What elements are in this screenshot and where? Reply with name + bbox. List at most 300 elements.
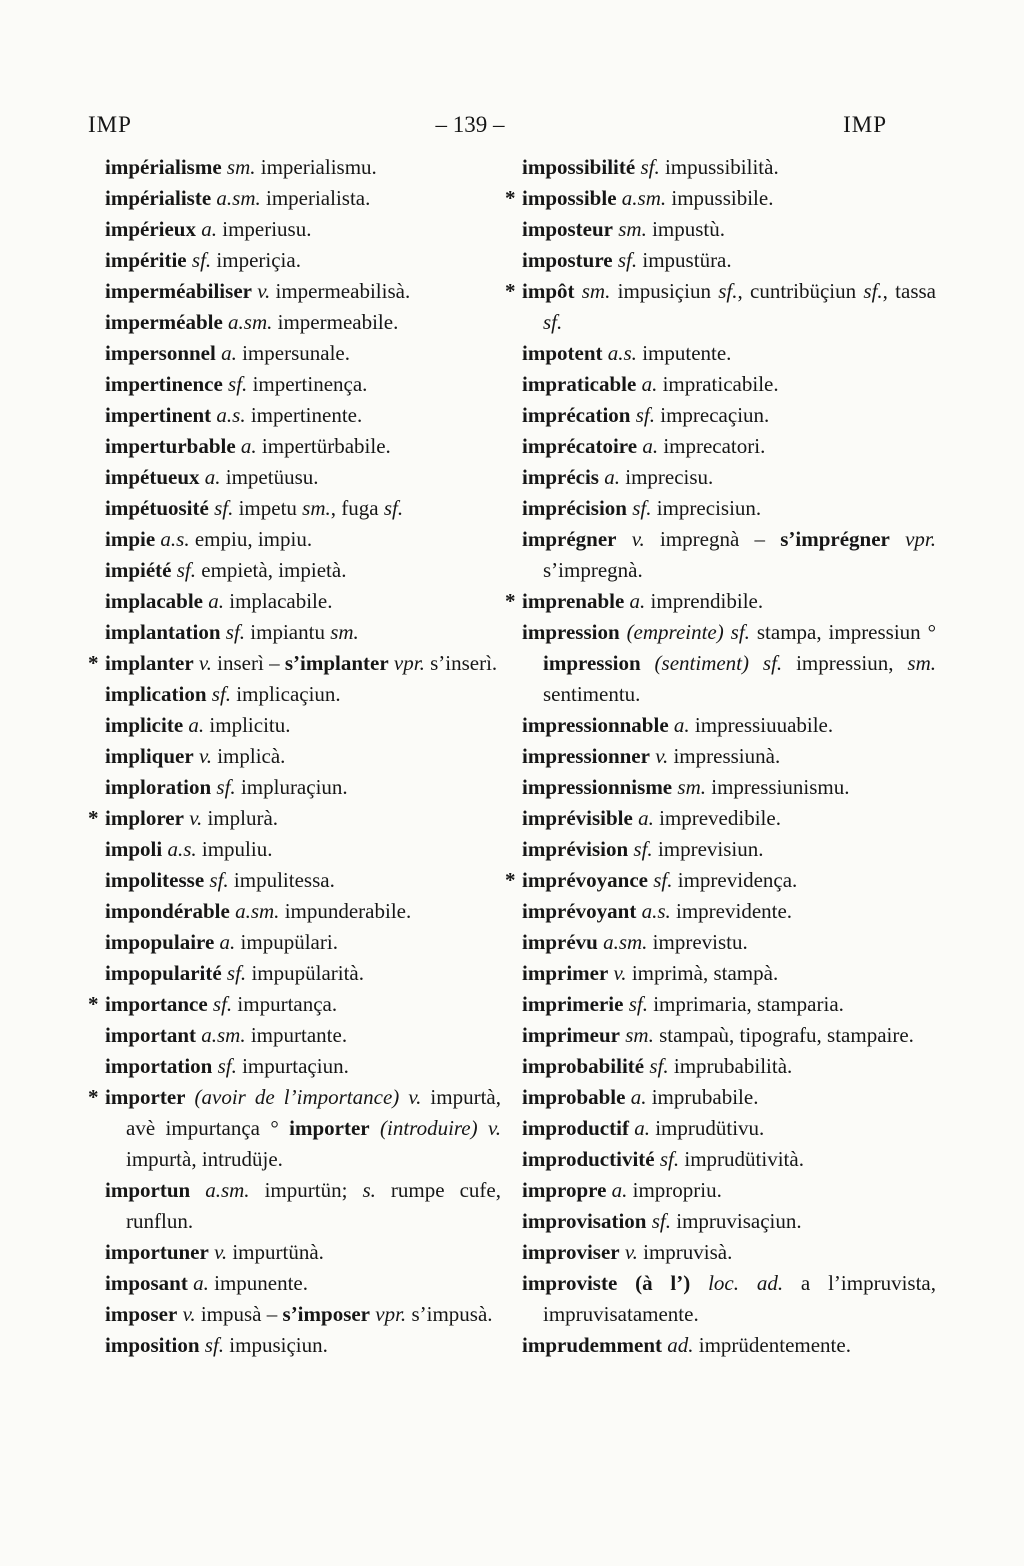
pos-label: sf. bbox=[221, 961, 247, 985]
translation-text: impurtà, avè impurtança ° bbox=[126, 1085, 501, 1140]
translation-text: impurtante. bbox=[245, 1023, 348, 1047]
dictionary-entry bbox=[88, 648, 501, 679]
translation-text: impulitessa. bbox=[228, 868, 335, 892]
headword: importance bbox=[105, 992, 208, 1016]
headword: implantation bbox=[105, 620, 221, 644]
translation-text: impropriu. bbox=[627, 1178, 722, 1202]
pos-label: s. bbox=[347, 1178, 376, 1202]
translation-text: implicaçiun. bbox=[231, 682, 341, 706]
dictionary-entry bbox=[88, 927, 501, 958]
dictionary-entry bbox=[505, 524, 936, 586]
dictionary-entry bbox=[505, 741, 936, 772]
dictionary-entry bbox=[505, 152, 936, 183]
headword: improductif bbox=[522, 1116, 629, 1140]
pos-label: (introduire) v. bbox=[369, 1116, 502, 1140]
pos-label: a. bbox=[637, 434, 659, 458]
headword: imprévoyant bbox=[522, 899, 637, 923]
pos-label: a. bbox=[668, 713, 690, 737]
translation-text: impusà – bbox=[195, 1302, 283, 1326]
translation-text: impertinente. bbox=[245, 403, 363, 427]
pos-label: sf. bbox=[628, 837, 653, 861]
dictionary-entry bbox=[88, 400, 501, 431]
translation-text: imprimaria, stamparia. bbox=[647, 992, 844, 1016]
dictionary-entry bbox=[505, 493, 936, 524]
pos-label: sf. bbox=[171, 558, 196, 582]
translation-text: implicitu. bbox=[204, 713, 291, 737]
pos-label: a.sm. bbox=[229, 899, 280, 923]
headword: impolitesse bbox=[105, 868, 205, 892]
translation-text: imprevisiun. bbox=[652, 837, 764, 861]
headword: imprécision bbox=[522, 496, 627, 520]
translation-text: stampa, impressiun ° bbox=[749, 620, 937, 644]
pos-label: sm. bbox=[893, 651, 936, 675]
pos-label: a.sm. bbox=[222, 310, 273, 334]
pos-label: sf. bbox=[378, 496, 404, 520]
pos-label: a. bbox=[215, 341, 237, 365]
headword: improbabilité bbox=[522, 1054, 645, 1078]
dictionary-entry bbox=[505, 1237, 936, 1268]
pos-label: v. bbox=[193, 744, 212, 768]
headword: importation bbox=[105, 1054, 213, 1078]
dictionary-entry bbox=[505, 1082, 936, 1113]
translation-text: s’impregnà. bbox=[543, 558, 643, 582]
dictionary-entry bbox=[505, 958, 936, 989]
pos-label: sm. bbox=[574, 279, 611, 303]
star-marker: * bbox=[88, 806, 99, 830]
headword: imprégner bbox=[522, 527, 617, 551]
translation-text: impruvisà. bbox=[637, 1240, 733, 1264]
translation-text: , fuga bbox=[330, 496, 379, 520]
headword: improvisation bbox=[522, 1209, 647, 1233]
translation-text: inserì – bbox=[211, 651, 285, 675]
headword: imprenable bbox=[522, 589, 625, 613]
dictionary-entry bbox=[88, 555, 501, 586]
pos-label: sf. bbox=[623, 992, 648, 1016]
headword: improbable bbox=[522, 1085, 626, 1109]
pos-label: sf. bbox=[211, 775, 236, 799]
headword: impression bbox=[543, 651, 641, 675]
headword: importer bbox=[289, 1116, 370, 1140]
dictionary-entry bbox=[505, 1144, 936, 1175]
dictionary-entry bbox=[505, 431, 936, 462]
translation-text: impurtünà. bbox=[227, 1240, 324, 1264]
pos-label: a. bbox=[235, 434, 257, 458]
dictionary-entry bbox=[88, 276, 501, 307]
pos-label: a. bbox=[214, 930, 236, 954]
headword: imprimer bbox=[522, 961, 609, 985]
pos-label: sm. bbox=[324, 620, 359, 644]
pos-label: v. bbox=[649, 744, 669, 768]
dictionary-entry bbox=[88, 865, 501, 896]
headword: implicite bbox=[105, 713, 184, 737]
dictionary-entry bbox=[505, 927, 936, 958]
pos-label: sf. bbox=[186, 248, 212, 272]
pos-label: a. bbox=[203, 589, 224, 613]
dictionary-entry bbox=[88, 431, 501, 462]
translation-text: imprubabile. bbox=[646, 1085, 759, 1109]
translation-text: imperiusu. bbox=[216, 217, 312, 241]
headword: improductivité bbox=[522, 1147, 655, 1171]
headword: impopulaire bbox=[105, 930, 215, 954]
dictionary-entry bbox=[505, 338, 936, 369]
pos-label: sf. bbox=[646, 1209, 671, 1233]
headword: impérialiste bbox=[105, 186, 212, 210]
left-column bbox=[88, 152, 501, 1361]
headword: impertinent bbox=[105, 403, 212, 427]
dictionary-entry bbox=[505, 896, 936, 927]
pos-label: a. bbox=[598, 465, 620, 489]
pos-label: a.sm. bbox=[211, 186, 261, 210]
pos-label: sm. bbox=[619, 1023, 654, 1047]
pos-label: sf. bbox=[543, 310, 563, 334]
translation-text: impertürbabile. bbox=[256, 434, 391, 458]
headword: impersonnel bbox=[105, 341, 216, 365]
pos-label: a.sm. bbox=[190, 1178, 250, 1202]
headword: imperméable bbox=[105, 310, 223, 334]
dictionary-entry bbox=[505, 1268, 936, 1330]
pos-label: sf. bbox=[710, 279, 738, 303]
dictionary-entry bbox=[505, 803, 936, 834]
pos-label: sf. bbox=[212, 1054, 237, 1078]
pos-label: ad. bbox=[662, 1333, 694, 1357]
translation-text: impusiçiun bbox=[610, 279, 711, 303]
headword: implication bbox=[105, 682, 207, 706]
translation-text: implacabile. bbox=[224, 589, 333, 613]
headword: impossibilité bbox=[522, 155, 636, 179]
pos-label: sf. bbox=[654, 1147, 680, 1171]
pos-label: a. bbox=[183, 713, 205, 737]
headword: imprévoyance bbox=[522, 868, 648, 892]
pos-label: (avoir de l’importance) v. bbox=[185, 1085, 422, 1109]
star-marker: * bbox=[505, 186, 516, 210]
headword: impressionner bbox=[522, 744, 650, 768]
pos-label: sf. bbox=[199, 1333, 225, 1357]
page-number: – 139 – bbox=[435, 112, 505, 137]
headword: important bbox=[105, 1023, 196, 1047]
pos-label: v. bbox=[177, 1302, 196, 1326]
dictionary-entry bbox=[88, 183, 501, 214]
translation-text: imprevistu. bbox=[647, 930, 748, 954]
headword: imprécation bbox=[522, 403, 631, 427]
headword: impoli bbox=[105, 837, 163, 861]
dictionary-entry bbox=[88, 741, 501, 772]
headword: imposteur bbox=[522, 217, 613, 241]
translation-text: imprudütivu. bbox=[649, 1116, 765, 1140]
dictionary-entry bbox=[88, 152, 501, 183]
star-marker: * bbox=[505, 868, 516, 892]
dictionary-entry bbox=[505, 369, 936, 400]
headword: implacable bbox=[105, 589, 203, 613]
headword: impropre bbox=[522, 1178, 607, 1202]
dictionary-entry bbox=[88, 617, 501, 648]
dictionary-entry bbox=[505, 617, 936, 710]
star-marker: * bbox=[88, 992, 99, 1016]
translation-text: impressiunismu. bbox=[705, 775, 850, 799]
star-marker: * bbox=[505, 589, 516, 613]
headword: impraticable bbox=[522, 372, 637, 396]
translation-text: implurà. bbox=[202, 806, 279, 830]
headword: imprimerie bbox=[522, 992, 624, 1016]
dictionary-entry bbox=[88, 338, 501, 369]
pos-label: a.sm. bbox=[616, 186, 667, 210]
dictionary-columns bbox=[88, 152, 936, 1361]
pos-label: a.s. bbox=[602, 341, 637, 365]
dictionary-entry bbox=[88, 214, 501, 245]
dictionary-entry bbox=[505, 834, 936, 865]
dictionary-entry bbox=[88, 1268, 501, 1299]
translation-text: impussibile. bbox=[666, 186, 774, 210]
translation-text: impurtaçiun. bbox=[236, 1054, 349, 1078]
pos-label: a. bbox=[195, 217, 217, 241]
headword: impertinence bbox=[105, 372, 223, 396]
translation-text: impersunale. bbox=[236, 341, 350, 365]
translation-text: rumpe cufe, runflun. bbox=[126, 1178, 501, 1233]
translation-text: sentimentu. bbox=[543, 682, 641, 706]
translation-text: imprendibile. bbox=[645, 589, 764, 613]
headword: impie bbox=[105, 527, 156, 551]
dictionary-entry bbox=[505, 1113, 936, 1144]
pos-label: a. bbox=[636, 372, 658, 396]
dictionary-entry bbox=[88, 710, 501, 741]
translation-text: implicà. bbox=[211, 744, 286, 768]
dictionary-entry bbox=[88, 1299, 501, 1330]
dictionary-entry bbox=[88, 307, 501, 338]
headword: imposition bbox=[105, 1333, 200, 1357]
translation-text: impupülari. bbox=[235, 930, 338, 954]
headword: imprévision bbox=[522, 837, 629, 861]
dictionary-entry bbox=[505, 1175, 936, 1206]
dictionary-entry bbox=[505, 772, 936, 803]
pos-label: sm. bbox=[296, 496, 331, 520]
pos-label: sf. bbox=[856, 279, 883, 303]
translation-text: impressiun, bbox=[782, 651, 894, 675]
headword: imposture bbox=[522, 248, 613, 272]
translation-text: imprimà, stampà. bbox=[626, 961, 779, 985]
pos-label: sm. bbox=[613, 217, 647, 241]
dictionary-entry bbox=[88, 772, 501, 803]
translation-text: , tassa bbox=[882, 279, 937, 303]
dictionary-entry bbox=[88, 1082, 501, 1175]
dictionary-entry bbox=[505, 276, 936, 338]
translation-text: imprubabilità. bbox=[668, 1054, 793, 1078]
translation-text: s’impusà. bbox=[406, 1302, 493, 1326]
headword: impopularité bbox=[105, 961, 222, 985]
translation-text: stampaù, tipografu, stampaire. bbox=[653, 1023, 914, 1047]
pos-label: sf. bbox=[222, 372, 248, 396]
dictionary-entry bbox=[505, 1330, 936, 1361]
dictionary-entry bbox=[505, 586, 936, 617]
headword: importuner bbox=[105, 1240, 209, 1264]
headword: s’imposer bbox=[282, 1302, 371, 1326]
pos-label: vpr. bbox=[370, 1302, 407, 1326]
translation-text: impertinença. bbox=[247, 372, 368, 396]
dictionary-entry bbox=[88, 958, 501, 989]
pos-label: a. bbox=[606, 1178, 628, 1202]
translation-text: a l’impruvista, impruvisatamente. bbox=[543, 1271, 936, 1326]
pos-label: a. bbox=[199, 465, 221, 489]
headword: impérialisme bbox=[105, 155, 222, 179]
headword: improviser bbox=[522, 1240, 620, 1264]
pos-label: loc. ad. bbox=[690, 1271, 784, 1295]
headword: impression bbox=[522, 620, 620, 644]
headword: imprévisible bbox=[522, 806, 633, 830]
translation-text: s’inserì. bbox=[424, 651, 498, 675]
pos-label: a. bbox=[625, 1085, 647, 1109]
dictionary-entry bbox=[505, 1206, 936, 1237]
dictionary-entry bbox=[88, 586, 501, 617]
translation-text: impermeabile. bbox=[272, 310, 399, 334]
dictionary-entry bbox=[88, 462, 501, 493]
dictionary-entry bbox=[505, 183, 936, 214]
star-marker: * bbox=[88, 1085, 99, 1109]
pos-label: sf. bbox=[208, 496, 234, 520]
headword: imprécis bbox=[522, 465, 599, 489]
headword: imprimeur bbox=[522, 1023, 620, 1047]
translation-text: impruvisaçiun. bbox=[670, 1209, 802, 1233]
headword: imperméabiliser bbox=[105, 279, 252, 303]
pos-label: vpr. bbox=[388, 651, 425, 675]
translation-text: , cuntribüçiun bbox=[737, 279, 857, 303]
pos-label: v. bbox=[251, 279, 271, 303]
headword: imprévu bbox=[522, 930, 598, 954]
pos-label: a.sm. bbox=[196, 1023, 246, 1047]
dictionary-entry bbox=[88, 989, 501, 1020]
translation-text: impurtança. bbox=[232, 992, 338, 1016]
dictionary-entry bbox=[505, 1051, 936, 1082]
translation-text: impregnà – bbox=[644, 527, 781, 551]
translation-text: imprevidente. bbox=[670, 899, 793, 923]
headword: imploration bbox=[105, 775, 212, 799]
translation-text: impluraçiun. bbox=[235, 775, 348, 799]
translation-text: impustüra. bbox=[637, 248, 732, 272]
headword: impressionnable bbox=[522, 713, 669, 737]
headword: imperturbable bbox=[105, 434, 236, 458]
translation-text: impupülarità. bbox=[246, 961, 364, 985]
headword: impétueux bbox=[105, 465, 200, 489]
translation-text: imprecisiun. bbox=[651, 496, 762, 520]
pos-label: (sentiment) sf. bbox=[640, 651, 783, 675]
dictionary-entry bbox=[88, 1020, 501, 1051]
dictionary-entry bbox=[88, 524, 501, 555]
translation-text: impiantu bbox=[245, 620, 325, 644]
pos-label: a.s. bbox=[155, 527, 190, 551]
headword: imprudemment bbox=[522, 1333, 662, 1357]
pos-label: sf. bbox=[220, 620, 246, 644]
dictionary-entry bbox=[88, 896, 501, 927]
dictionary-entry bbox=[505, 865, 936, 896]
headword: importer bbox=[105, 1085, 186, 1109]
pos-label: vpr. bbox=[889, 527, 936, 551]
headword: implorer bbox=[105, 806, 184, 830]
pos-label: sm. bbox=[672, 775, 706, 799]
dictionary-entry bbox=[88, 1330, 501, 1361]
pos-label: a. bbox=[632, 806, 654, 830]
translation-text: imprecatori. bbox=[658, 434, 766, 458]
pos-label: a. bbox=[624, 589, 646, 613]
translation-text: impussibilità. bbox=[659, 155, 779, 179]
star-marker: * bbox=[505, 279, 516, 303]
headword: impressionnisme bbox=[522, 775, 673, 799]
translation-text: empiu, impiu. bbox=[189, 527, 313, 551]
translation-text: imprecisu. bbox=[619, 465, 714, 489]
headword: impondérable bbox=[105, 899, 230, 923]
pos-label: a.s. bbox=[211, 403, 246, 427]
translation-text: impunderabile. bbox=[279, 899, 412, 923]
translation-text: impetu bbox=[233, 496, 297, 520]
dictionary-entry bbox=[88, 803, 501, 834]
dictionary-entry bbox=[505, 1020, 936, 1051]
pos-label: a.s. bbox=[162, 837, 197, 861]
dictionary-entry bbox=[505, 462, 936, 493]
pos-label: sf. bbox=[630, 403, 655, 427]
pos-label: a.sm. bbox=[597, 930, 648, 954]
running-head-right: IMP bbox=[843, 112, 887, 137]
pos-label: a. bbox=[628, 1116, 650, 1140]
translation-text: impuliu. bbox=[196, 837, 273, 861]
dictionary-entry bbox=[88, 1175, 501, 1237]
pos-label: v. bbox=[183, 806, 203, 830]
translation-text: impetüusu. bbox=[220, 465, 319, 489]
pos-label: sm. bbox=[221, 155, 256, 179]
translation-text: empietà, impietà. bbox=[196, 558, 347, 582]
pos-label: sf. bbox=[206, 682, 232, 706]
headword: implanter bbox=[105, 651, 194, 675]
pos-label: sf. bbox=[627, 496, 652, 520]
translation-text: imprecaçiun. bbox=[655, 403, 770, 427]
pos-label: v. bbox=[616, 527, 645, 551]
translation-text: impusiçiun. bbox=[224, 1333, 328, 1357]
dictionary-entry bbox=[505, 989, 936, 1020]
dictionary-entry bbox=[88, 834, 501, 865]
translation-text: impressiunà. bbox=[668, 744, 781, 768]
dictionary-entry bbox=[88, 1237, 501, 1268]
running-head-left: IMP bbox=[88, 112, 132, 137]
translation-text: impurtün; bbox=[249, 1178, 348, 1202]
pos-label: sf. bbox=[204, 868, 229, 892]
translation-text: impraticabile. bbox=[657, 372, 779, 396]
dictionary-entry bbox=[505, 214, 936, 245]
translation-text: imprevidença. bbox=[672, 868, 798, 892]
dictionary-entry bbox=[88, 369, 501, 400]
headword: impétuosité bbox=[105, 496, 209, 520]
dictionary-entry bbox=[88, 245, 501, 276]
translation-text: impurtà, intrudüje. bbox=[126, 1147, 283, 1171]
translation-text: imperialismu. bbox=[255, 155, 377, 179]
pos-label: sf. bbox=[207, 992, 233, 1016]
headword: imposant bbox=[105, 1271, 188, 1295]
pos-label: sf. bbox=[644, 1054, 669, 1078]
star-marker: * bbox=[88, 651, 99, 675]
headword: s’implanter bbox=[284, 651, 389, 675]
pos-label: a. bbox=[187, 1271, 209, 1295]
headword: improviste (à l’) bbox=[522, 1271, 691, 1295]
headword: impotent bbox=[522, 341, 603, 365]
translation-text: impressiuuabile. bbox=[689, 713, 834, 737]
dictionary-entry bbox=[88, 679, 501, 710]
dictionary-entry bbox=[505, 710, 936, 741]
dictionary-entry bbox=[88, 1051, 501, 1082]
headword: impliquer bbox=[105, 744, 194, 768]
headword: impérieux bbox=[105, 217, 196, 241]
pos-label: v. bbox=[608, 961, 627, 985]
translation-text: impustù. bbox=[646, 217, 726, 241]
dictionary-entry bbox=[505, 400, 936, 431]
pos-label: sf. bbox=[647, 868, 673, 892]
headword: imprécatoire bbox=[522, 434, 638, 458]
translation-text: imprudütività. bbox=[679, 1147, 804, 1171]
translation-text: imputente. bbox=[636, 341, 732, 365]
pos-label: v. bbox=[208, 1240, 228, 1264]
